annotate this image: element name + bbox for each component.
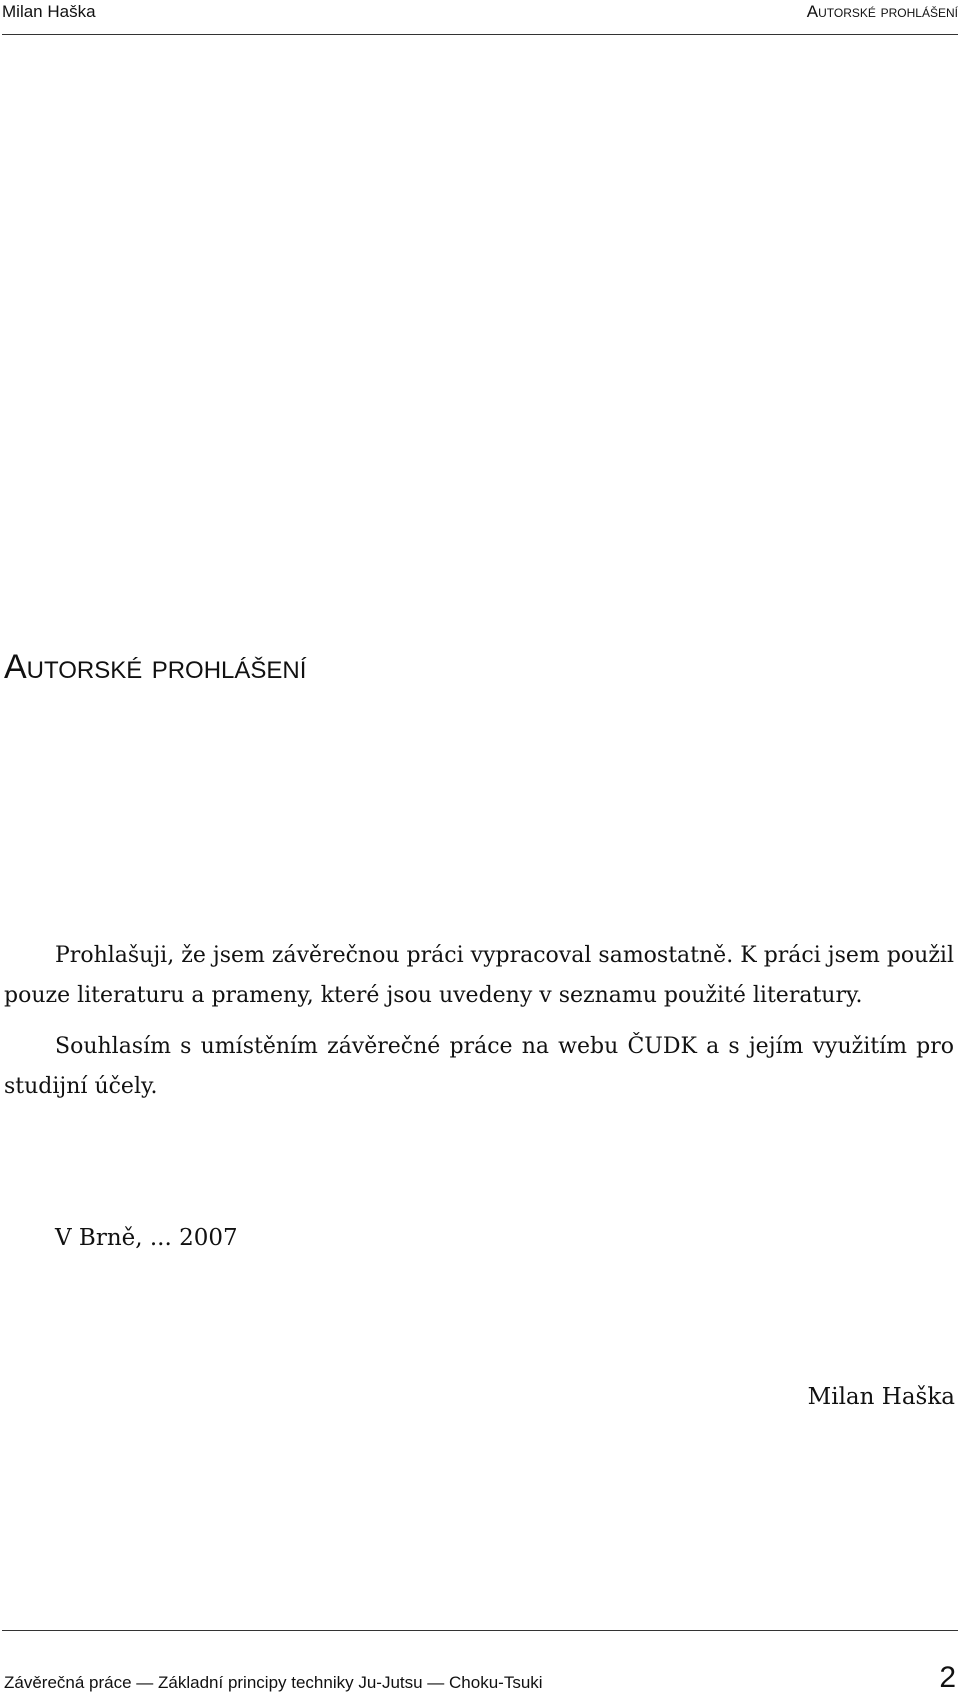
declaration-text (4, 936, 954, 1107)
consent-paragraph: Souhlasím s umístěním závěrečné práce na webu ČUDK a s jejím využitím pro studijní účely. (4, 1034, 954, 1099)
header-author: Milan Haška (2, 2, 96, 21)
page-number: 2 (939, 1661, 956, 1694)
header-section-title: Autorské prohlášení (806, 2, 958, 21)
place-and-date: V Brně, ... 2007 (55, 1225, 238, 1251)
page-heading: Autorské prohlášení (4, 648, 307, 686)
running-header (2, 0, 958, 35)
declaration-paragraph: Prohlašuji, že jsem závěrečnou práci vypracoval samostatně. K práci jsem použil pouze literaturu a prameny, které jsou uvedeny v seznamu použité literatury. (4, 943, 954, 1008)
running-footer (2, 1630, 958, 1697)
footer-title: Závěrečná práce — Základní principy techniky Ju-Jutsu — Choku-Tsuki (4, 1673, 543, 1692)
signature-name: Milan Haška (807, 1384, 955, 1410)
